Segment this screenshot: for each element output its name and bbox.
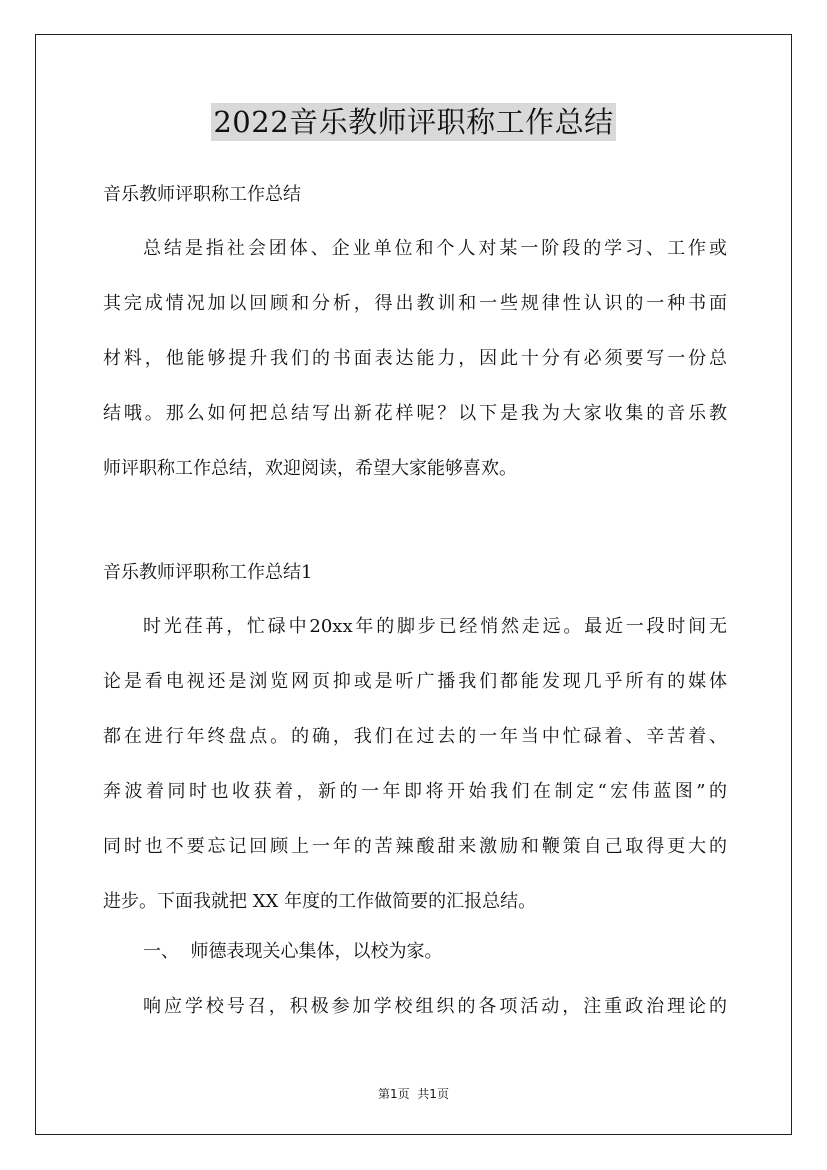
section-heading: 一、 师德表现关心集体，以校为家。 [143,941,443,962]
document-title: 2022音乐教师评职称工作总结 [213,105,614,139]
paragraph-line: 同时也不要忘记回顾上一年的苦辣酸甜来激励和鞭策自己取得更大的 [103,836,727,857]
section-subtitle-2: 音乐教师评职称工作总结1 [103,562,313,583]
continuation-paragraph [103,995,727,1050]
paragraph-line: 进步。下面我就把 XX 年度的工作做简要的汇报总结。 [103,891,537,912]
paragraph-line: 总结是指社会团体、企业单位和个人对某一阶段的学习、工作或 [143,238,727,259]
paragraph-line: 材料，他能够提升我们的书面表达能力，因此十分有必须要写一份总 [103,348,727,369]
paragraph-line: 其完成情况加以回顾和分析，得出教训和一些规律性认识的一种书面 [103,293,727,314]
paragraph-line: 奔波着同时也收获着，新的一年即将开始我们在制定“宏伟蓝图”的 [103,781,727,802]
body-paragraph [103,615,727,945]
page-number: 第1页 共1页 [378,1087,449,1101]
paragraph-line: 响应学校号召，积极参加学校组织的各项活动，注重政治理论的 [143,996,727,1017]
paragraph-line: 时光荏苒，忙碌中20xx年的脚步已经悄然走远。最近一段时间无 [143,616,727,637]
paragraph-line: 论是看电视还是浏览网页抑或是听广播我们都能发现几乎所有的媒体 [103,671,727,692]
paragraph-line: 结哦。那么如何把总结写出新花样呢？以下是我为大家收集的音乐教 [103,403,727,424]
paragraph-line: 都在进行年终盘点。的确，我们在过去的一年当中忙碌着、辛苦着、 [103,726,727,747]
title-container [0,103,827,141]
paragraph-line: 师评职称工作总结，欢迎阅读，希望大家能够喜欢。 [103,458,517,479]
intro-paragraph [103,237,727,512]
section-subtitle-1: 音乐教师评职称工作总结 [103,184,301,205]
